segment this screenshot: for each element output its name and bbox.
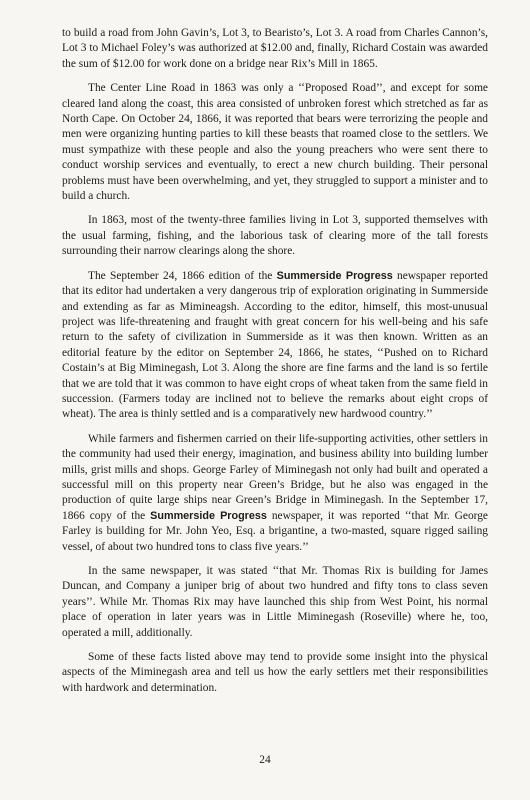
newspaper-title: Summerside Progress [276,269,393,282]
paragraph-mills-and-ships [62,432,488,555]
paragraph-text: The September 24, 1866 edition of the [88,269,277,282]
paragraph-road-authorizations: to build a road from John Gavin’s, Lot 3, to Bearisto’s, Lot 3. A road from Charles Cannon’s, Lot 3 to Michael Foley’s was authorized at $12.00 and, finally, Richard Costain was awarded the sum of $12.00 for work done on a bridge near Rix’s Mill in 1865. [62,27,488,70]
paragraph-text: newspaper reported that its editor had undertaken a very dangerous trip of exploration originating in Summerside and extending as far as Mimineagsh. According to the editor, himself, this most-unusual project was life-threatening and fraught with great concern for his well-being and his safe return to the safety of civilization in Summerside as it was then known. Written as an editorial feature by the editor on September 24, 1866, he states, ‘‘Pushed on to Richard Costain’s at Big Miminegash, Lot 3. Along the shore are fine farms and the land is so fertile that we are told that it was common to have eight crops of wheat taken from the same field in succession. (Farmers today are inclined not to believe the remarks about eight crops of wheat). The area is thinly settled and is a comparatively new hardwood country.’’ [62,269,488,421]
paragraph-editor-trip [62,269,488,423]
paragraph-text: newspaper, it was reported ‘‘that Mr. George Farley is building for Mr. John Yeo, Esq. a brigantine, a two-masted, square rigged sailing vessel, of about two hundred tons to class five years.’’ [62,509,488,553]
paragraph-families-lot-3: In 1863, most of the twenty-three families living in Lot 3, supported themselves with the usual farming, fishing, and the laborious task of clearing more of the tall forests surrounding their narrow clearings along the shore. [62,214,488,258]
paragraph-center-line-road: The Center Line Road in 1863 was only a ‘‘Proposed Road’’, and except for some cleared land along the coast, this area consisted of unbroken forest which stretched as far as North Cape. On October 24, 1866, it was reported that bears were terrorizing the people and men were organizing hunting parties to kill these beasts that roamed close to the settlers. We must sympathize with these people and also the young preachers who were sent there to conduct worship services and eventually, to erect a new church building. Their personal problems must have been overwhelming, and yet, they struggled to support a minister and to build a church. [62,82,488,203]
paragraph-conclusion: Some of these facts listed above may tend to provide some insight into the physical aspects of the Miminegash area and tell us how the early settlers met their responsibilities with hardwork and determination. [62,651,488,694]
newspaper-title: Summerside Progress [150,509,267,522]
page-number: 24 [259,754,271,766]
paragraph-thomas-rix: In the same newspaper, it was stated ‘‘that Mr. Thomas Rix is building for James Duncan, and Company a juniper brig of about two hundred and fifty tons to class seven years’’. While Mr. Thomas Rix may have launched this ship from West Point, his normal place of operation in later years was in Little Miminegash (Roseville) where he, too, operated a mill, additionally. [62,565,488,639]
paragraph-text: While farmers and fishermen carried on their life-supporting activities, other settlers in the community had used their energy, imagination, and business ability into building lumber mills, grist mills and shops. George Farley of Miminegash not only had built and operated a successful mill on this property near Green’s Bridge, but he also was engaged in the production of quite large ships near Green’s Bridge in Miminegash. In the September 17, 1866 copy of the [62,432,488,522]
